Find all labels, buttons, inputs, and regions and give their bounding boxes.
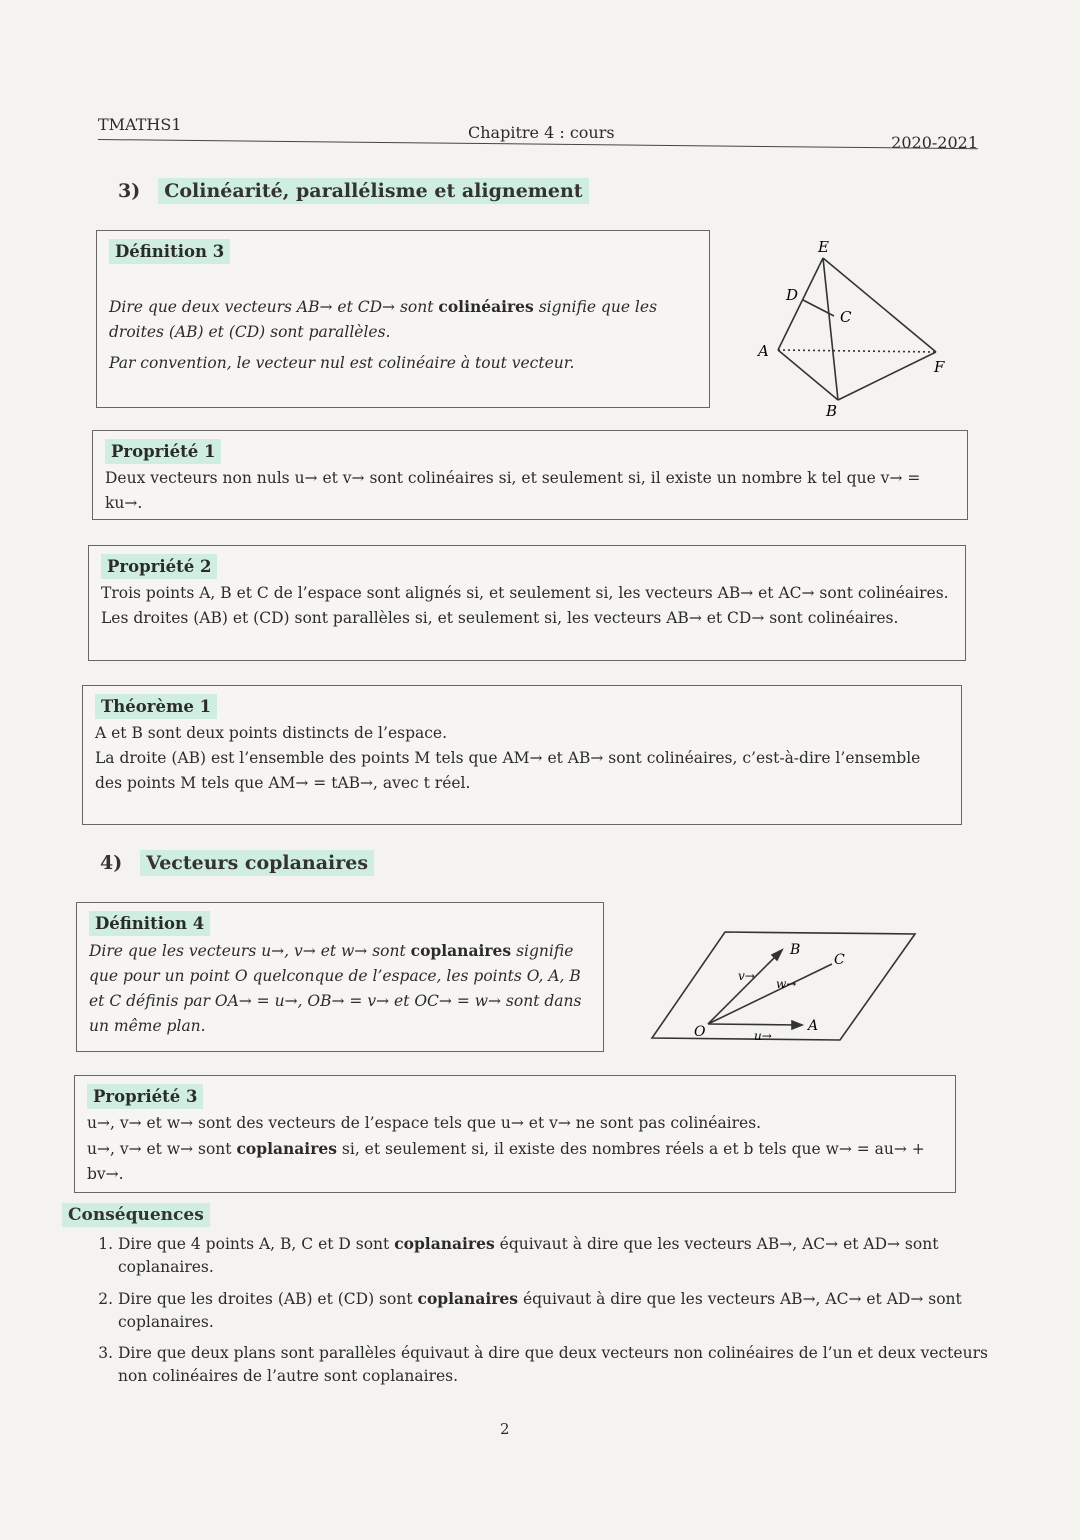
list-item: 2. Dire que les droites (AB) et (CD) sont coplanaires équivaut à dire que les vecteurs AB→, AC→ et AD→ sont coplanaires. (118, 1287, 988, 1334)
definition-3-tag: Définition 3 (109, 239, 230, 264)
definition-3-box (96, 230, 710, 408)
list-item: 1. Dire que 4 points A, B, C et D sont coplanaires équivaut à dire que les vecteurs AB→, AC→ et AD→ sont coplanaires. (118, 1232, 988, 1279)
label-b2: B (790, 942, 801, 958)
theorem-1-line-2: La droite (AB) est l’ensemble des points M tels que AM→ et AB→ sont colinéaires, c’est-à-dire l’ensemble des points M tels que AM→ = tAB→, avec t réel. (95, 749, 921, 792)
definition-4-box (76, 902, 604, 1052)
property-1-text: Deux vecteurs non nuls u→ et v→ sont colinéaires si, et seulement si, il existe un nombre k tel que v→ = ku→. (105, 469, 921, 512)
label-e: E (818, 238, 829, 256)
label-c2: C (834, 952, 845, 968)
label-b: B (826, 402, 838, 420)
label-v: v→ (738, 969, 755, 983)
label-a: A (758, 342, 769, 360)
property-2-box (88, 545, 966, 661)
header-course: TMATHS1 (98, 115, 182, 134)
label-u: u→ (754, 1029, 772, 1043)
tetrahedron-figure (748, 232, 958, 422)
edge-ab (778, 350, 838, 400)
theorem-1-line-1: A et B sont deux points distincts de l’espace. (95, 724, 448, 742)
header-chapter: Chapitre 4 : cours (468, 123, 615, 142)
vector-oa (708, 1024, 798, 1025)
definition-3-text: Dire que deux vecteurs AB→ et CD→ sont colinéaires signifie que les droites (AB) et (CD) sont parallèles. (109, 297, 658, 341)
label-o: O (694, 1024, 706, 1040)
property-2-tag: Propriété 2 (101, 554, 217, 579)
property-2-line-1: Trois points A, B et C de l’espace sont alignés si, et seulement si, les vecteurs AB→ et AC→ sont colinéaires. (101, 584, 949, 602)
label-w: w→ (776, 977, 797, 991)
theorem-1-box (82, 685, 962, 825)
definition-3-convention: Par convention, le vecteur nul est colinéaire à tout vecteur. (109, 354, 575, 372)
edge-fb (838, 352, 936, 400)
vector-oc (708, 964, 832, 1024)
edge-ef (823, 258, 936, 352)
property-3-line-2: u→, v→ et w→ sont coplanaires si, et seulement si, il existe des nombres réels a et b tels que w→ = au→ + bv→. (87, 1139, 925, 1183)
header-year: 2020-2021 (891, 133, 978, 152)
edge-af (778, 350, 936, 352)
segment-dc (803, 300, 834, 316)
property-1-tag: Propriété 1 (105, 439, 221, 464)
property-3-tag: Propriété 3 (87, 1084, 203, 1109)
label-c: C (840, 308, 852, 326)
edge-ea (778, 258, 823, 350)
consequences-title: Conséquences (62, 1203, 210, 1227)
property-2-line-2: Les droites (AB) et (CD) sont parallèles si, et seulement si, les vecteurs AB→ et CD→ sont colinéaires. (101, 609, 899, 627)
section-3-heading: 3) Colinéarité, parallélisme et alignement (118, 180, 589, 202)
definition-4-tag: Définition 4 (89, 911, 210, 936)
label-a2: A (808, 1018, 819, 1034)
arrow-head-a (792, 1021, 802, 1029)
definition-4-text: Dire que les vecteurs u→, v→ et w→ sont coplanaires signifie que pour un point O quelconque de l’espace, les points O, A, B et C définis par OA→ = u→, OB→ = v→ et OC→ = w→ sont dans un même plan. (89, 941, 582, 1035)
property-1-box (92, 430, 968, 520)
page-number: 2 (500, 1420, 510, 1438)
property-3-line-1: u→, v→ et w→ sont des vecteurs de l’espace tels que u→ et v→ ne sont pas colinéaires. (87, 1114, 762, 1132)
theorem-1-tag: Théorème 1 (95, 694, 217, 719)
page-header (98, 115, 978, 155)
label-f: F (934, 358, 945, 376)
property-3-box (74, 1075, 956, 1193)
edge-eb (823, 258, 838, 400)
coplanar-vectors-figure (650, 928, 920, 1048)
list-item: 3. Dire que deux plans sont parallèles équivaut à dire que deux vecteurs non colinéaires de l’un et deux vecteurs non colinéaires de l’autre sont coplanaires. (118, 1342, 988, 1388)
consequences-list (92, 1232, 988, 1396)
vector-ob (708, 950, 782, 1024)
section-4-heading: 4) Vecteurs coplanaires (100, 852, 374, 874)
label-d: D (786, 286, 799, 304)
